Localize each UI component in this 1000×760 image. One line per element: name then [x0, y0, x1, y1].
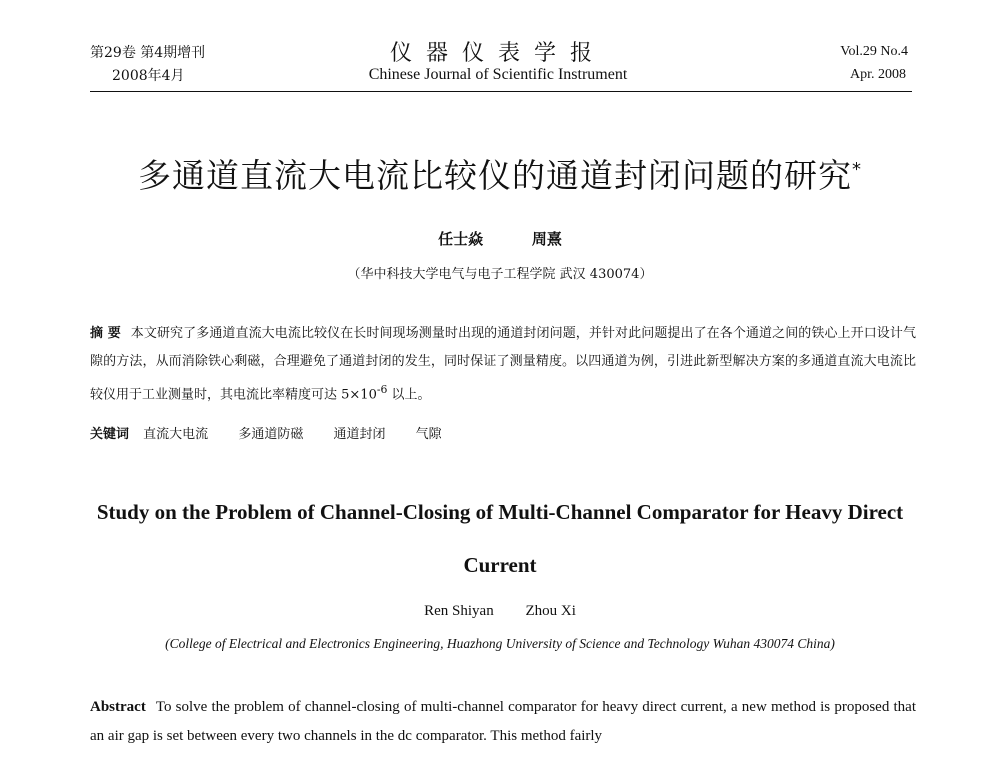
header-rule	[90, 91, 912, 92]
keywords-cn-label: 关键词	[90, 427, 130, 442]
volume-issue-en: Vol.29 No.4	[840, 44, 908, 59]
abstract-cn-tail: 以上。	[387, 387, 431, 403]
author-en-2: Zhou Xi	[525, 603, 576, 619]
paper-title-cn-text: 多通道直流大电流比较仪的通道封闭问题的研究	[138, 156, 852, 195]
keyword-cn-3: 通道封闭	[333, 427, 386, 442]
volume-issue-cn: 第29卷 第4期增刊	[90, 45, 206, 61]
keyword-cn-2: 多通道防磁	[238, 427, 304, 442]
keyword-cn-4: 气隙	[415, 427, 442, 442]
author-cn-2: 周熹	[531, 230, 562, 248]
author-cn-1: 任士焱	[438, 230, 484, 248]
abstract-en-label: Abstract	[90, 699, 146, 715]
authors-cn	[0, 228, 1000, 249]
abstract-cn-label: 摘 要	[90, 326, 121, 341]
abstract-en-text: To solve the problem of channel-closing of multi-channel comparator for heavy direct current, a new method is proposed that an air gap is set between every two channels in the dc comparator. This method fairly	[90, 699, 916, 744]
paper-title-en: Study on the Problem of Channel-Closing of Multi-Channel Comparator for Heavy Direct Current	[96, 500, 904, 577]
title-footnote-mark: *	[852, 159, 862, 180]
date-en: Apr. 2008	[850, 67, 906, 82]
journal-name-en: Chinese Journal of Scientific Instrument	[368, 66, 628, 83]
paper-title-cn	[0, 150, 1000, 197]
journal-header	[90, 28, 912, 90]
keywords-cn	[90, 423, 916, 442]
date-cn: 2008年4月	[112, 68, 185, 84]
authors-en	[0, 603, 1000, 620]
abstract-cn-exponent: -6	[376, 383, 388, 396]
abstract-cn	[90, 320, 916, 409]
author-en-1: Ren Shiyan	[424, 603, 494, 619]
affiliation-en: (College of Electrical and Electronics Engineering, Huazhong University of Science and Technology Wuhan 430074 China)	[165, 636, 835, 651]
keyword-cn-1: 直流大电流	[143, 427, 209, 442]
affiliation-cn: （华中科技大学电气与电子工程学院 武汉 430074）	[347, 267, 653, 282]
abstract-cn-text: 本文研究了多通道直流大电流比较仪在长时间现场测量时出现的通道封闭问题，并针对此问题提出了在各个通道之间的铁心上开口设计气隙的方法，从而消除铁心剩磁，合理避免了通道封闭的发生，同时保证了测量精度。以四通道为例，引进此新型解决方案的多通道直流大电流比较仪用于工业测量时，其电流比率精度可达 5×10	[90, 326, 916, 403]
journal-name-cn: 仪器仪表学报	[389, 41, 606, 66]
abstract-en	[90, 693, 916, 751]
